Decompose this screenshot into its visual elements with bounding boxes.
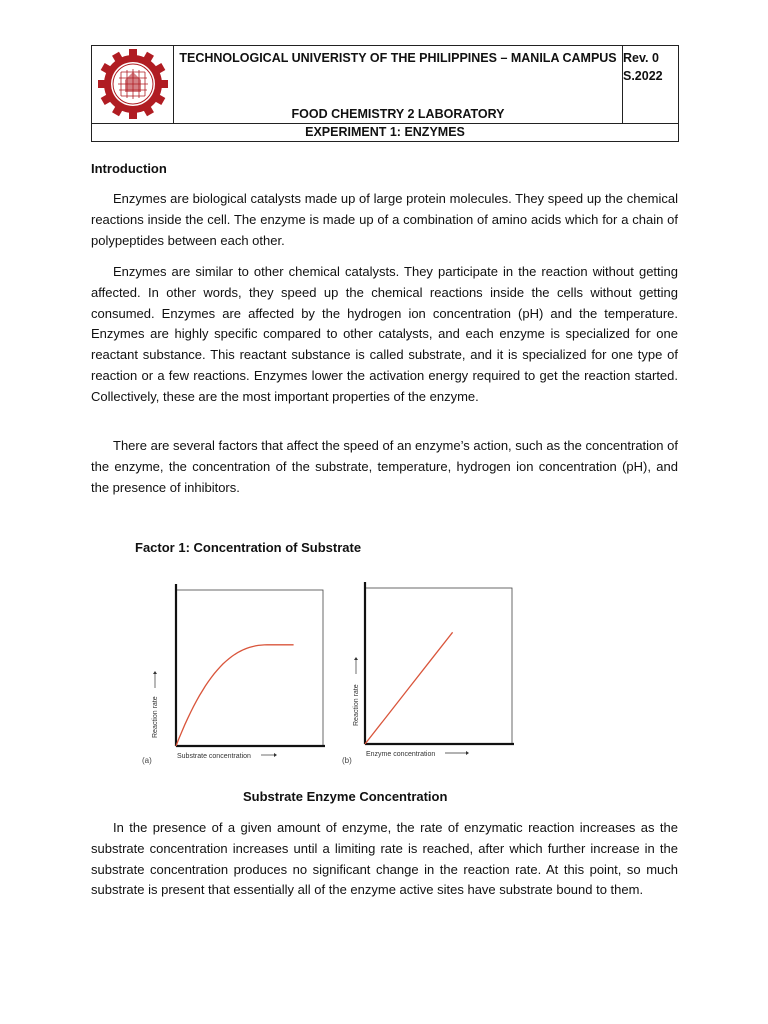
chart-a-xlabel-arrowhead [274,753,277,757]
chart-b [342,582,514,765]
experiment-title: EXPERIMENT 1: ENZYMES [92,123,678,141]
chart-b-ylabel-arrowhead [354,657,358,660]
chart-a-curve [176,645,294,746]
revision-number: Rev. 0 [623,51,659,65]
semester: S.2022 [623,69,663,83]
graphs-figure [140,578,520,773]
chart-b-xlabel-arrowhead [466,751,469,755]
introduction-heading: Introduction [91,161,167,176]
figure-caption: Substrate Enzyme Concentration [243,789,448,804]
intro-paragraph-2: Enzymes are similar to other chemical catalysts. They participate in the reaction without getting affected. In other words, they speed up the chemical reactions inside the cells without getting consumed. Enzymes are affected by the hydrogen ion concentration (pH) and the temperature. Enzymes are highly specific compared to other catalysts, and each enzyme is specialized for one reactant substance. This reactant substance is called substrate, and it is specialized for one type of reaction or a few reactions. Enzymes lower the activation energy required to get the reaction started. Collectively, these are the most important properties of the enzyme. [91,264,678,404]
chart-b-frame [365,588,512,744]
chart-b-panel-label: (b) [342,756,352,765]
chart-b-xlabel: Enzyme concentration [366,751,436,758]
intro-paragraph-1: Enzymes are biological catalysts made up of large protein molecules. They speed up the chemical reactions inside the cell. The enzyme is made up of a combination of amino acids which for a chain of polypeptides between each other. [91,191,678,248]
lab-title: FOOD CHEMISTRY 2 LABORATORY [291,107,505,121]
title-cell [174,46,623,123]
factor-paragraph: In the presence of a given amount of enzyme, the rate of enzymatic reaction increases as the substrate concentration increases until a limiting rate is reached, after which further increase in the substrate concentration produces no significant change in the reaction rate. At this point, so much substrate is present that essentially all of the enzyme active sites have substrate bound to them. [91,820,678,898]
chart-b-curve [365,632,453,744]
logo-cell [92,46,174,123]
university-name: TECHNOLOGICAL UNIVERISTY OF THE PHILIPPINES – MANILA CAMPUS [179,51,617,65]
document-header [91,45,679,142]
chart-a-ylabel-arrowhead [153,671,157,674]
chart-a-xlabel: Substrate concentration [177,753,251,760]
factor-heading: Factor 1: Concentration of Substrate [135,540,362,555]
chart-a [142,584,325,765]
intro-paragraph-3: There are several factors that affect the speed of an enzyme’s action, such as the concentration of the enzyme, the concentration of the substrate, temperature, hydrogen ion concentration (pH), and the presence of inhibitors. [91,438,678,495]
university-logo-icon [92,46,174,123]
chart-b-ylabel: Reaction rate [353,684,360,726]
revision-cell [623,46,679,123]
graphs-svg [140,578,520,773]
chart-a-frame [176,590,323,746]
chart-a-ylabel: Reaction rate [152,696,159,738]
chart-a-panel-label: (a) [142,756,152,765]
